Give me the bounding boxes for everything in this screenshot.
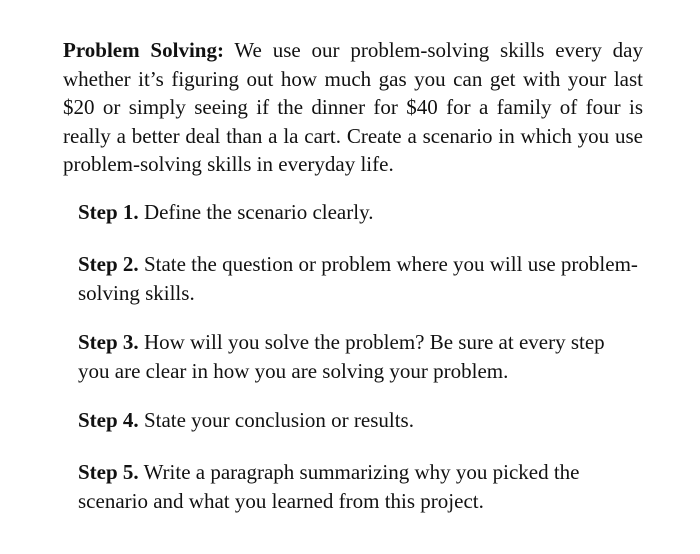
step-2-paragraph [78, 250, 638, 307]
step-5-text: Write a paragraph summarizing why you picked the scenario and what you learned from this project. [78, 460, 580, 513]
intro-label: Problem Solving: [63, 38, 224, 62]
step-1-label: Step 1. [78, 200, 139, 224]
intro-text: We use our problem-solving skills every day whether it’s figuring out how much gas you can get with your last $20 or simply seeing if the dinner for $40 for a family of four is really a better deal than a la cart. Create a scenario in which you use problem-solving skills in everyday life. [63, 38, 643, 176]
step-3-paragraph [78, 328, 638, 385]
step-4-text: State your conclusion or results. [143, 408, 414, 432]
intro-paragraph [63, 36, 643, 179]
step-2-label: Step 2. [78, 252, 139, 276]
step-4-paragraph [78, 406, 638, 435]
step-1-text: Define the scenario clearly. [143, 200, 374, 224]
step-5-label: Step 5. [78, 460, 139, 484]
step-3-text: How will you solve the problem? Be sure at every step you are clear in how you are solving your problem. [78, 330, 605, 383]
step-2-text: State the question or problem where you will use problem-solving skills. [78, 252, 638, 305]
step-5-paragraph [78, 458, 638, 515]
step-1-paragraph [78, 198, 638, 227]
step-3-label: Step 3. [78, 330, 139, 354]
step-4-label: Step 4. [78, 408, 139, 432]
